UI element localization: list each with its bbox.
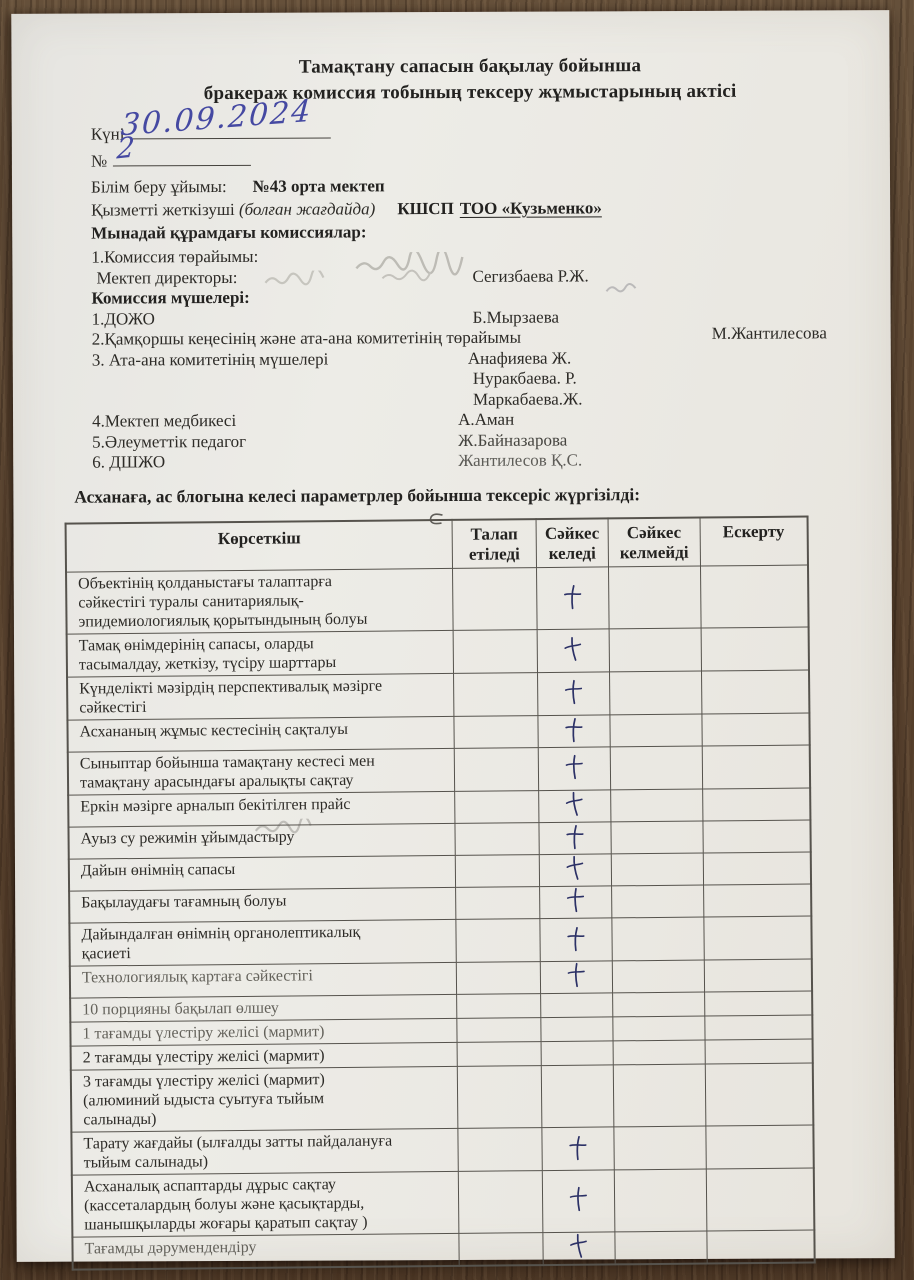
provider-field <box>91 196 850 222</box>
mark-cell <box>704 915 812 959</box>
mark-cell <box>703 851 811 884</box>
mark-cell <box>703 883 811 916</box>
mark-cell-checked <box>536 566 609 629</box>
mark-cell <box>611 885 703 918</box>
indicator-cell: Күнделікті мәзірдің перспективалық мәзірге сәйкестігі <box>67 673 454 720</box>
handwritten-check-icon <box>565 886 586 912</box>
indicator-cell: Тағамды дәрумендендіру <box>72 1233 459 1269</box>
indicator-cell: Технологиялық картаға сәйкестігі <box>70 962 457 998</box>
mark-cell <box>458 1127 542 1171</box>
handwritten-date: 30.09.2024 <box>119 93 314 144</box>
table-row <box>72 1167 815 1236</box>
mark-cell <box>612 917 704 961</box>
mark-cell-checked <box>540 960 612 993</box>
indicator-cell: Дайын өнімнің сапасы <box>69 855 456 891</box>
table-row <box>71 1062 814 1131</box>
person-role: 2.Қамқоршы кеңесінің және ата-ана комитетінің төрайымы <box>91 327 522 349</box>
mark-cell-checked <box>539 885 611 918</box>
commission-list <box>91 243 851 472</box>
mark-cell <box>613 1016 705 1041</box>
mark-cell <box>613 1064 705 1127</box>
paper-sheet <box>11 10 894 1262</box>
provider-note: (болған жағдайда) <box>238 199 376 219</box>
mark-cell-checked <box>537 628 609 672</box>
mark-cell <box>610 714 702 747</box>
indicator-cell: Сыныптар бойынша тамақтану кестесі мен тамақтану арасындағы аралықты сақтау <box>68 748 455 795</box>
mark-cell <box>457 1065 541 1128</box>
mark-cell-checked <box>539 789 611 822</box>
handwritten-check-icon <box>564 853 587 881</box>
table-row <box>69 915 811 965</box>
mark-cell <box>457 1017 541 1042</box>
date-label: Күні <box>90 124 125 144</box>
mark-cell <box>615 1231 707 1264</box>
mark-cell <box>457 993 541 1018</box>
column-header: Сәйкес келмейді <box>608 517 700 566</box>
handwritten-number: 2 <box>115 130 136 166</box>
table-row <box>71 1124 813 1174</box>
mark-cell <box>614 1169 706 1232</box>
indicator-cell: 10 порцияны бақылап өлшеу <box>70 994 457 1022</box>
mark-cell <box>612 992 704 1017</box>
mark-cell <box>609 628 701 672</box>
mark-cell <box>453 567 537 630</box>
mark-cell <box>541 992 613 1017</box>
mark-cell-checked <box>539 853 611 886</box>
person-name: Жантилесов Қ.С. <box>458 450 583 470</box>
handwritten-check-icon <box>564 822 586 850</box>
number-label: № <box>90 151 108 171</box>
indicator-cell: 1 тағамды үлестіру желісі (мармит) <box>70 1018 457 1046</box>
person-role: 5.Әлеуметтік педагог <box>92 431 247 452</box>
person-role: 1.Комиссия төрайымы: <box>91 246 259 267</box>
mark-cell <box>456 886 540 919</box>
mark-cell <box>705 1062 813 1125</box>
table-body <box>66 565 815 1270</box>
mark-cell <box>455 822 539 855</box>
mark-cell <box>455 854 539 887</box>
title-line-1: Тамақтану сапасын бақылау бойынша <box>298 55 642 78</box>
table-row <box>66 565 809 634</box>
commission-line <box>92 448 851 472</box>
mark-cell <box>454 747 538 791</box>
table-row <box>68 745 810 795</box>
mark-cell-checked <box>537 671 609 715</box>
mark-cell <box>541 1016 613 1041</box>
mark-cell <box>610 789 702 822</box>
person-role: 6. ДШЖО <box>92 452 166 472</box>
mark-cell <box>705 1038 813 1063</box>
mark-cell <box>541 1040 613 1065</box>
composition-heading: Мынадай құрамдағы комиссиялар: <box>91 222 367 243</box>
mark-cell <box>457 1041 541 1066</box>
table-row <box>67 627 809 677</box>
indicator-cell: Асхананың жұмыс кестесінің сақталуы <box>67 716 454 752</box>
mark-cell <box>458 1170 542 1233</box>
mark-cell <box>608 566 700 629</box>
mark-cell <box>614 1126 706 1170</box>
indicator-cell: Тамақ өнімдерінің сапасы, оларды тасымалдау, жеткізу, түсіру шарттары <box>67 630 454 677</box>
table-row <box>67 670 809 720</box>
person-name: Нуракбаева. Р. <box>472 368 577 388</box>
inspection-table <box>65 515 816 1270</box>
date-field <box>90 93 850 150</box>
mark-cell <box>613 1040 705 1065</box>
indicator-cell: 2 тағамды үлестіру желісі (мармит) <box>71 1042 458 1070</box>
mark-cell <box>702 745 810 789</box>
person-name: Б.Мырзаева <box>472 307 560 327</box>
indicator-cell: Объектінің қолданыстағы талаптарға сәйкестігі туралы санитариялық- эпидемиологиялық қорытындының болуы <box>66 568 453 634</box>
handwritten-check-icon <box>565 924 587 952</box>
person-role: 4.Мектеп медбикесі <box>92 410 237 431</box>
mark-cell <box>704 958 812 991</box>
table-header-row <box>66 516 808 572</box>
mark-cell <box>609 671 701 715</box>
person-name: Анафияева Ж. <box>467 347 572 368</box>
handwritten-check-icon <box>562 634 585 662</box>
organization-field <box>91 173 850 199</box>
person-name: Маркабаева.Ж. <box>472 388 583 409</box>
column-header: Ескерту <box>700 516 808 566</box>
mark-cell <box>611 853 703 886</box>
person-role: Мектеп директоры: <box>96 267 238 288</box>
mark-cell <box>611 821 703 854</box>
handwritten-check-icon <box>567 1231 590 1259</box>
title-line-2: бракераж комиссия тобының тексеру жұмыстарының актісі <box>203 80 737 105</box>
mark-cell <box>453 629 537 673</box>
person-role: Комиссия мүшелері: <box>91 287 250 308</box>
column-header: Талап етіледі <box>452 519 536 568</box>
person-name: М.Жантилесова <box>711 323 827 343</box>
person-role: 3. Ата-ана комитетінің мүшелері <box>91 349 329 370</box>
mark-cell <box>706 1124 814 1168</box>
mark-cell-checked <box>538 746 610 790</box>
mark-cell <box>700 565 808 628</box>
provider-label: Қызметті жеткізуші <box>91 199 235 220</box>
mark-cell <box>455 790 539 823</box>
mark-cell-checked <box>539 821 611 854</box>
indicator-cell: Бақылаудағы тағамның болуы <box>69 887 456 923</box>
document-content <box>11 10 894 1262</box>
indicator-cell: Асханалық аспаптарды дұрыс сақтау (кассеталардың болуы және қасықтарды, шанышқыларды жоғары қаратып сақтау ) <box>72 1171 459 1237</box>
column-header: Көрсеткіш <box>66 519 453 571</box>
mark-cell <box>612 960 704 993</box>
mark-cell <box>454 715 538 748</box>
handwritten-check-icon <box>563 715 585 743</box>
mark-cell-checked <box>542 1126 614 1170</box>
handwritten-check-icon <box>564 753 585 779</box>
inspection-table-wrap <box>66 517 813 1268</box>
mark-cell <box>456 918 540 962</box>
handwritten-check-icon <box>568 1185 589 1211</box>
mark-cell <box>705 1014 813 1039</box>
mark-cell <box>541 1064 614 1127</box>
indicator-cell: 3 тағамды үлестіру желісі (мармит) (алюминий ыдыста суытуға тыйым салынады) <box>71 1066 458 1132</box>
mark-cell <box>456 961 540 994</box>
mark-cell <box>459 1232 543 1265</box>
mark-cell <box>707 1229 815 1263</box>
provider-value: ТОО «Кузьменко» <box>459 198 602 218</box>
mark-cell <box>701 627 809 671</box>
provider-prefix: КШСП <box>397 198 454 219</box>
table-row <box>72 1229 814 1269</box>
mark-cell-checked <box>538 714 610 747</box>
person-name: Сегизбаева Р.Ж. <box>472 265 589 286</box>
handwritten-check-icon <box>563 789 586 817</box>
handwritten-check-icon <box>561 582 583 610</box>
mark-cell <box>701 670 809 714</box>
mark-cell <box>706 1167 814 1230</box>
mark-cell <box>703 820 811 853</box>
organization-label: Білім беру ұйымы: <box>90 176 227 197</box>
person-name: А.Аман <box>458 409 515 429</box>
column-header: Сәйкес келеді <box>536 518 608 567</box>
mark-cell-checked <box>543 1231 615 1264</box>
organization-value: №43 орта мектеп <box>252 176 385 196</box>
person-name: Ж.Байназарова <box>458 429 568 450</box>
table-intro: Асханаға, ас блогына келесі параметрлер бойынша тексеріс жүргізілді: <box>74 483 641 507</box>
mark-cell <box>702 788 810 821</box>
mark-cell <box>702 713 810 746</box>
indicator-cell: Ауыз су режимін ұйымдастыру <box>68 823 455 859</box>
person-role: 1.ДОЖО <box>91 308 155 329</box>
handwritten-check-icon <box>567 1133 589 1161</box>
mark-cell <box>704 990 812 1015</box>
indicator-cell: Тарату жағдайы (ылғалды затты пайдалануға тыйым салынады) <box>71 1128 458 1175</box>
handwritten-check-icon <box>566 961 587 987</box>
indicator-cell: Дайындалған өнімнің органолептикалық қасиеті <box>69 919 456 966</box>
mark-cell <box>454 672 538 716</box>
document-title <box>90 52 849 107</box>
mark-cell-checked <box>542 1169 615 1232</box>
indicator-cell: Еркін мәзірге арналып бекітілген прайс <box>68 791 455 827</box>
mark-cell-checked <box>540 917 612 961</box>
handwritten-check-icon <box>563 678 584 704</box>
mark-cell <box>610 746 702 790</box>
